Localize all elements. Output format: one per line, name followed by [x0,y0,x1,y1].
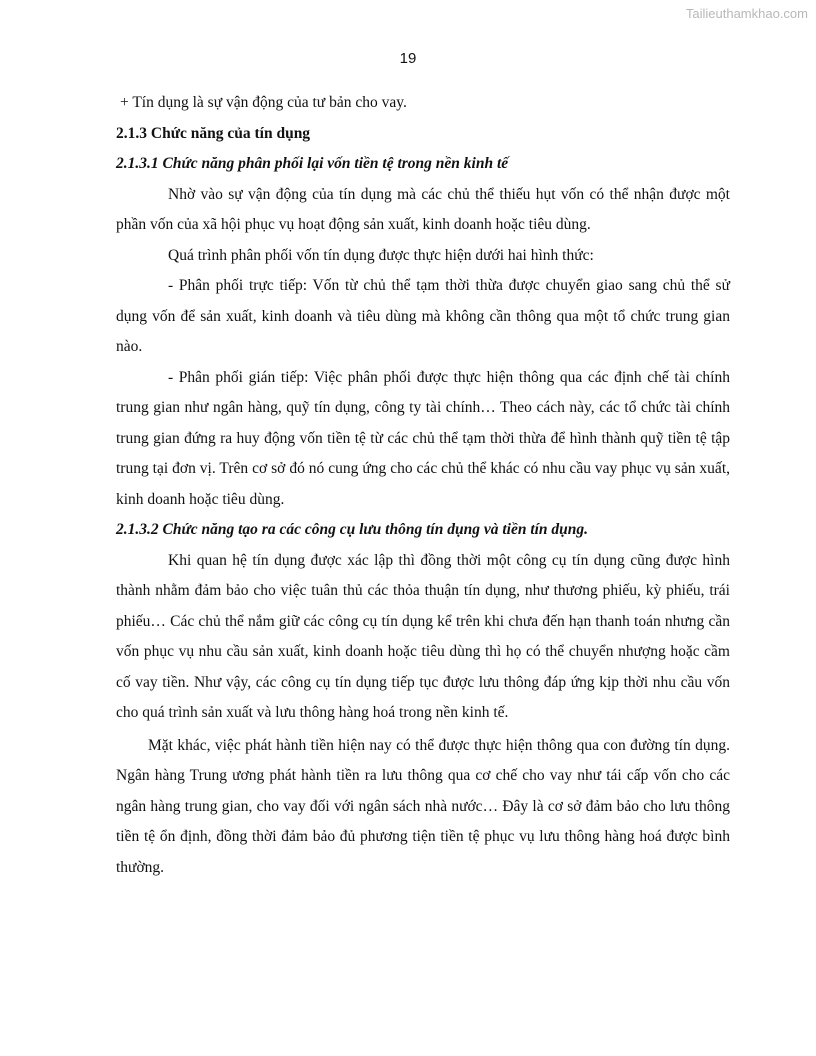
subsection-2-heading: 2.1.3.2 Chức năng tạo ra các công cụ lưu thông tín dụng và tiền tín dụng. [116,521,589,538]
paragraph: - Phân phối gián tiếp: Việc phân phối được thực hiện thông qua các định chế tài chính trung gian như ngân hàng, quỹ tín dụng, công ty tài chính… Theo cách này, các tổ chức tài chính trung gian đứng ra huy động vốn tiền tệ từ các chủ thể tạm thời thừa để hình thành quỹ tiền tệ tập trung tại đơn vị. Trên cơ sở đó nó cung ứng cho các chủ thể khác có nhu cầu vay phục vụ sản xuất, kinh doanh hoặc tiêu dùng. [116,368,730,508]
paragraph: Mặt khác, việc phát hành tiền hiện nay có thể được thực hiện thông qua con đường tín dụng. Ngân hàng Trung ương phát hành tiền ra lưu thông qua cơ chế cho vay như tái cấp vốn cho các ngân hàng trung gian, cho vay đối với ngân sách nhà nước… Đây là cơ sở đảm bảo cho lưu thông tiền tệ ổn định, đồng thời đảm bảo đủ phương tiện tiền tệ phục vụ lưu thông hàng hoá được bình thường. [116,736,730,876]
page-number: 19 [399,50,417,67]
watermark: Tailieuthamkhao.com [685,6,808,21]
intro-line: + Tín dụng là sự vận động của tư bản cho vay. [120,94,407,111]
document-body [116,88,730,883]
section-heading: 2.1.3 Chức năng của tín dụng [116,124,311,142]
paragraph: Khi quan hệ tín dụng được xác lập thì đồng thời một công cụ tín dụng cũng được hình thành nhằm đảm bảo cho việc tuân thủ các thỏa thuận tín dụng, như thương phiếu, kỳ phiếu, trái phiếu… Các chủ thể nắm giữ các công cụ tín dụng kể trên khi chưa đến hạn thanh toán nhưng cần vốn phục vụ nhu cầu sản xuất, kinh doanh hoặc tiêu dùng thì họ có thể chuyển nhượng hoặc cầm cố vay tiền. Như vậy, các công cụ tín dụng tiếp tục được lưu thông đáp ứng kịp thời nhu cầu vốn cho quá trình sản xuất và lưu thông hàng hoá trong nền kinh tế. [116,551,730,721]
paragraph: Quá trình phân phối vốn tín dụng được thực hiện dưới hai hình thức: [168,246,594,264]
subsection-1-heading: 2.1.3.1 Chức năng phân phối lại vốn tiền tệ trong nền kinh tế [116,155,509,172]
paragraph: Nhờ vào sự vận động của tín dụng mà các chủ thể thiếu hụt vốn có thể nhận được một phần vốn của xã hội phục vụ hoạt động sản xuất, kinh doanh hoặc tiêu dùng. [116,185,730,233]
paragraph: - Phân phối trực tiếp: Vốn từ chủ thể tạm thời thừa được chuyển giao sang chủ thể sử dụng vốn để sản xuất, kinh doanh và tiêu dùng mà không cần thông qua một tổ chức trung gian nào. [116,277,730,355]
